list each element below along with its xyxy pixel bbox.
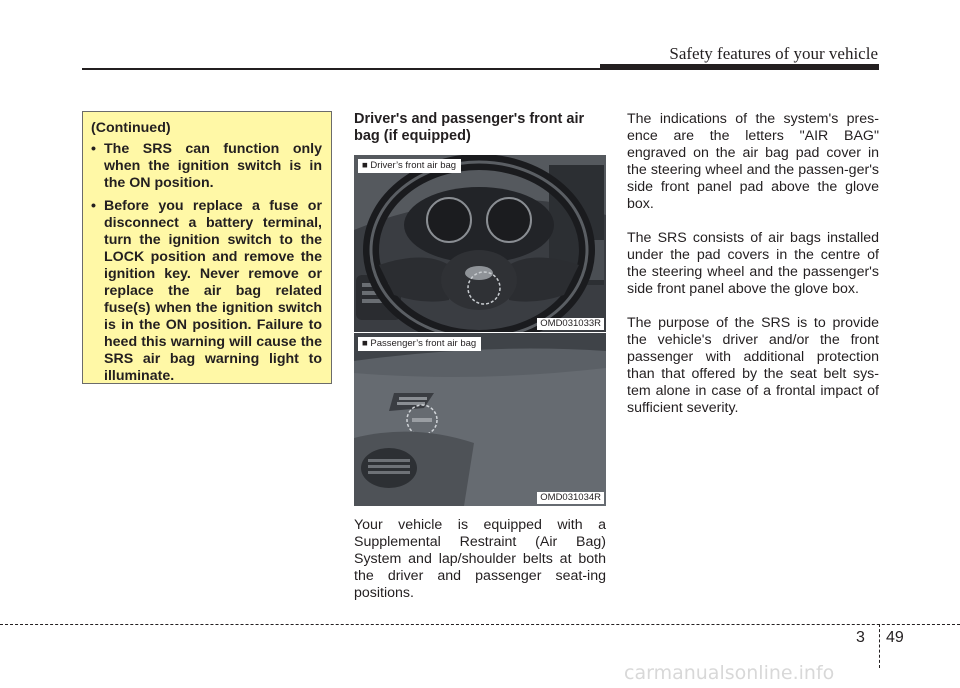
section-heading: Driver's and passenger's front air bag (if equipped)	[354, 111, 585, 144]
passenger-airbag-photo	[354, 333, 606, 506]
watermark: carmanualsonline.info	[624, 662, 835, 684]
footer-rule	[0, 624, 960, 625]
body-paragraph: The purpose of the SRS is to provide the vehicle's driver and/or the front passenger with additional protection than that offered by the seat belt sys-tem alone in case of a frontal impact of sufficient severity.	[627, 315, 879, 416]
section-body: Your vehicle is equipped with a Supplemental Restraint (Air Bag) System and lap/shoulder belts at both the driver and passenger seat-ing positions.	[354, 517, 606, 601]
header-rule-accent	[600, 64, 879, 70]
warning-box	[82, 111, 332, 384]
body-paragraph: The indications of the system's pres-ence are the letters "AIR BAG" engraved on the air bag pad cover in the steering wheel and the passen-ger's side front panel pad above the glove box.	[627, 111, 879, 212]
warning-bullet: • The SRS can function only when the ignition switch is in the ON position.	[91, 141, 322, 192]
footer-divider	[879, 624, 880, 668]
section-column	[354, 111, 606, 145]
photo-code: OMD031034R	[537, 492, 604, 504]
page-number: 49	[886, 629, 904, 646]
warning-continued-label: (Continued)	[91, 120, 171, 136]
photo-code: OMD031033R	[537, 318, 604, 330]
steering-wheel-illustration	[354, 155, 606, 332]
warning-bullet: • Before you replace a fuse or disconnect a battery terminal, turn the ignition switch to the LOCK position and remove the ignition key. Never remove or replace the air bag related fuse(s) when the ignition switch is in the ON position. Failure to heed this warning will cause the SRS air bag warning light to illuminate.	[91, 198, 322, 385]
body-paragraph: The SRS consists of air bags installed under the pad covers in the centre of the steering wheel and the passenger's side front panel above the glove box.	[627, 230, 879, 297]
page-header-title: Safety features of your vehicle	[669, 44, 878, 63]
photo-caption: ■ Passenger’s front air bag	[358, 337, 481, 351]
text-column	[627, 111, 879, 434]
dashboard-illustration	[354, 333, 606, 506]
photo-caption: ■ Driver’s front air bag	[358, 159, 461, 173]
warning-list	[91, 141, 322, 385]
chapter-number: 3	[856, 629, 865, 646]
driver-airbag-photo	[354, 155, 606, 332]
